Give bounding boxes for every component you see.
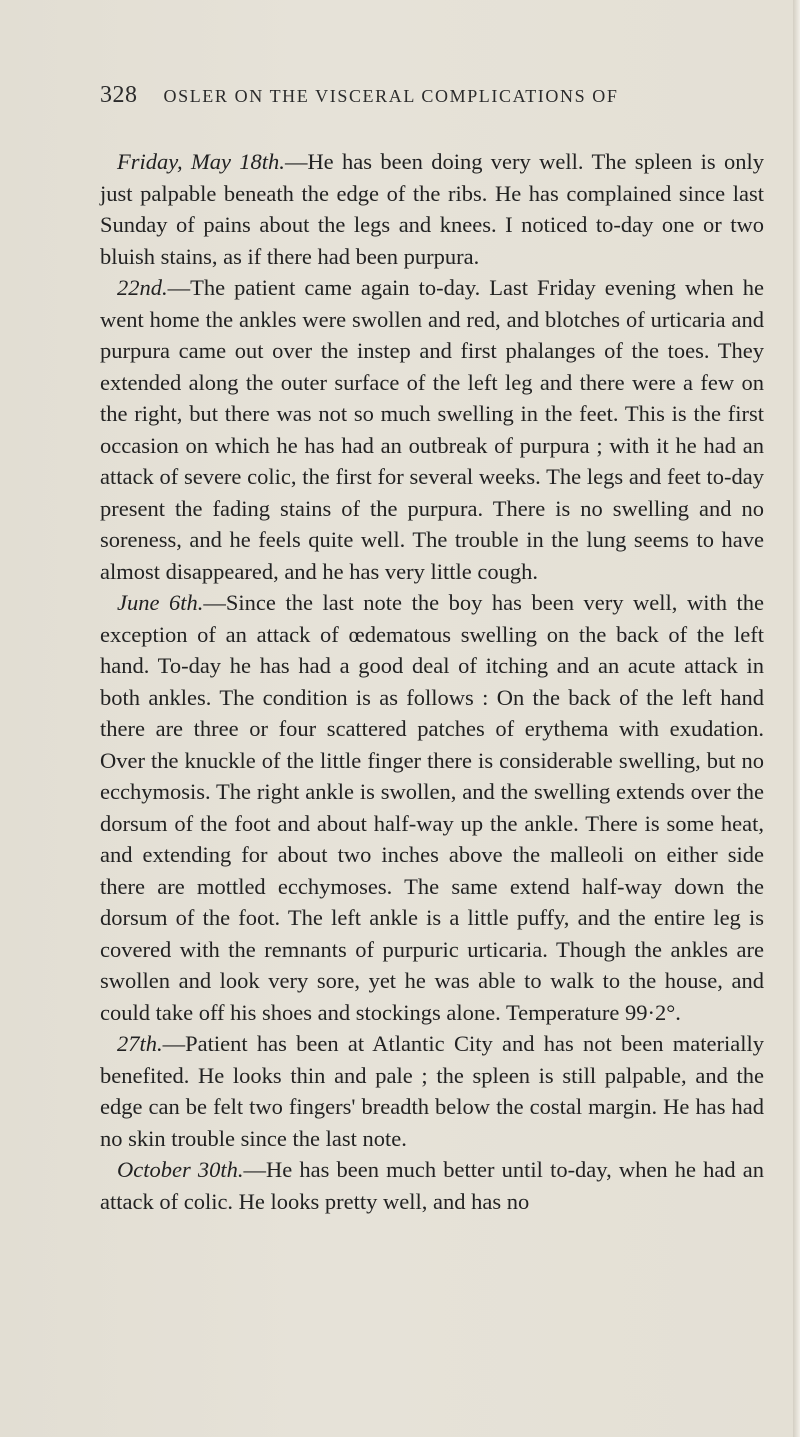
case-entry (100, 146, 764, 272)
entry-date: 27th. (117, 1031, 163, 1056)
entry-date: October 30th. (117, 1157, 244, 1182)
page-number: 328 (100, 82, 138, 108)
running-head: OSLER ON THE VISCERAL COMPLICATIONS OF (163, 86, 619, 106)
case-notes (100, 146, 764, 1217)
case-entry (100, 587, 764, 1028)
entry-text: —He has been much better until to-day, when he had an attack of colic. He looks pretty well, and has no (100, 1157, 764, 1214)
entry-text: —Since the last note the boy has been very well, with the exception of an attack of œdematous swelling on the back of the left hand. To-day he has had a good deal of itching and an acute attack in both ankles. The condition is as follows : On the back of the left hand there are three or four scattered patches of erythema with exudation. Over the knuckle of the little finger there is considerable swelling, but no ecchymosis. The right ankle is swollen, and the swelling extends over the dorsum of the foot and about half-way up the ankle. There is some heat, and extending for about two inches above the malleoli on either side there are mottled ecchymoses. The same extend half-way down the dorsum of the foot. The left ankle is a little puffy, and the entire leg is covered with the remnants of purpuric urticaria. Though the ankles are swollen and look very sore, yet he was able to walk to the house, and could take off his shoes and stockings alone. Temperature 99·2°. (100, 590, 764, 1025)
entry-date: 22nd. (117, 275, 168, 300)
page-edge-shadow (793, 0, 800, 1437)
page-header (100, 82, 720, 122)
case-entry (100, 1154, 764, 1217)
case-entry (100, 1028, 764, 1154)
entry-text: —He has been doing very well. The spleen is only just palpable beneath the edge of the ribs. He has complained since last Sunday of pains about the legs and knees. I noticed to-day one or two bluish stains, as if there had been purpura. (100, 149, 764, 269)
entry-date: Friday, May 18th. (117, 149, 285, 174)
entry-text: —The patient came again to-day. Last Friday evening when he went home the ankles were swollen and red, and blotches of urticaria and purpura came out over the instep and first phalanges of the toes. They extended along the outer surface of the left leg and there were a few on the right, but there was not so much swelling in the feet. This is the first occasion on which he has had an outbreak of purpura ; with it he had an attack of severe colic, the first for several weeks. The legs and feet to-day present the fading stains of the purpura. There is no swelling and no soreness, and he feels quite well. The trouble in the lung seems to have almost disappeared, and he has very little cough. (100, 275, 764, 584)
entry-date: June 6th. (117, 590, 204, 615)
case-entry (100, 272, 764, 587)
entry-text: —Patient has been at Atlantic City and has not been materially benefited. He looks thin and pale ; the spleen is still palpable, and the edge can be felt two fingers' breadth below the costal margin. He has had no skin trouble since the last note. (100, 1031, 764, 1151)
